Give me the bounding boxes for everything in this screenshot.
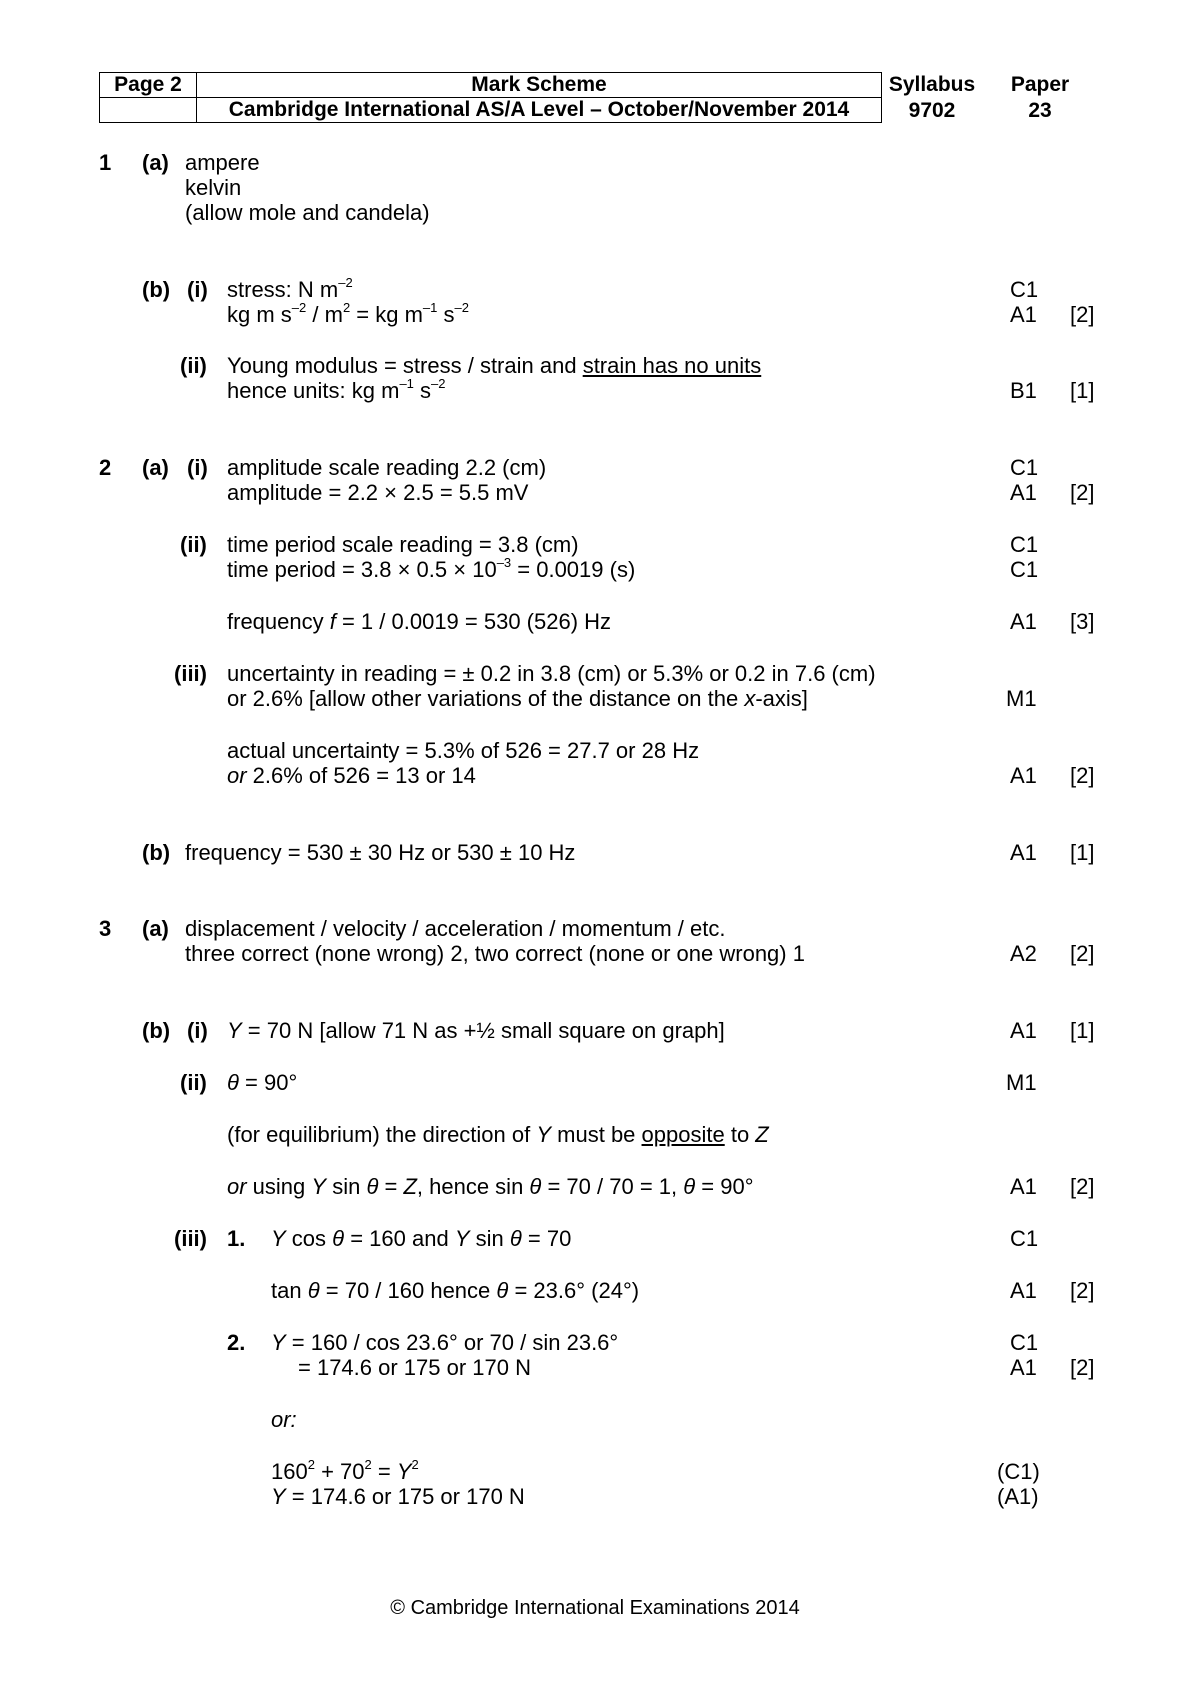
q1bi-mark1: C1 (1010, 277, 1039, 302)
q3biii2-l3a: 160 (271, 1459, 308, 1484)
q3a-total: [2] (1070, 941, 1095, 966)
q3bii-line3-theta3: θ (683, 1174, 696, 1199)
q1bii-line1-underlined: strain has no units (582, 353, 762, 378)
q3bi-text: = 70 N [allow 71 N as +½ small square on graph] (241, 1018, 725, 1043)
q3bii-label: (ii) (180, 1070, 207, 1095)
q2b-mark: A1 (1010, 840, 1037, 865)
q1b-label: (b) (142, 277, 171, 302)
q3biii-label: (iii) (174, 1226, 207, 1251)
q3a-line1: displacement / velocity / acceleration / momentum / etc. (185, 916, 726, 941)
q2aiii-total: [2] (1070, 763, 1095, 788)
q1bi-label: (i) (187, 277, 208, 302)
q2aii-line1: time period scale reading = 3.8 (cm) (227, 532, 579, 557)
q3bii-line3-d: , hence sin (416, 1174, 530, 1199)
q2aiii-line4-or: or (227, 763, 247, 788)
q3-number: 3 (99, 916, 112, 941)
q3a-label: (a) (142, 916, 169, 941)
q3bii-line2-underlined: opposite (641, 1122, 725, 1147)
q3bii-line1 (227, 1072, 297, 1094)
header-table (99, 72, 882, 123)
q3biii1-y2: Y (454, 1226, 470, 1251)
q3biii1-total: [2] (1070, 1278, 1095, 1303)
q1bii-line1 (227, 355, 761, 377)
q3biii2-l4-y: Y (271, 1484, 286, 1509)
q3biii2-total: [2] (1070, 1355, 1095, 1380)
q3biii2-l4: = 174.6 or 175 or 170 N (285, 1484, 525, 1509)
q3bii-line2-a: (for equilibrium) the direction of (227, 1122, 537, 1147)
q3biii-part2-label: 2. (227, 1330, 246, 1355)
q2aii-line3 (227, 611, 611, 633)
q3biii2-l3b: + 70 (314, 1459, 365, 1484)
q2aii-mark2: C1 (1010, 557, 1039, 582)
q3biii2-y: Y (271, 1330, 286, 1355)
q2ai-line2: amplitude = 2.2 × 2.5 = 5.5 mV (227, 480, 529, 505)
q2aiii-line4 (227, 765, 476, 787)
q3biii2-l3-y: Y (396, 1459, 412, 1484)
q3biii1-mark2: A1 (1010, 1278, 1037, 1303)
syllabus-column (880, 72, 984, 124)
q3bii-line3-b: sin (326, 1174, 367, 1199)
q2aii-label: (ii) (180, 532, 207, 557)
q3biii2-or: or: (271, 1407, 297, 1432)
q3bi-symbol-y: Y (227, 1018, 242, 1043)
q3bi-label: (i) (187, 1018, 208, 1043)
q2aii-mark3: A1 (1010, 609, 1037, 634)
q3a-mark: A2 (1010, 941, 1037, 966)
q2aiii-label: (iii) (174, 661, 207, 686)
q3biii-part1-label: 1. (227, 1226, 246, 1251)
q3bii-line3-or: or (227, 1174, 247, 1199)
q3bii-line2-y: Y (536, 1122, 552, 1147)
q1a-line3: (allow mole and candela) (185, 200, 430, 225)
q2aiii-line2-a: or 2.6% [allow other variations of the distance on the (227, 686, 745, 711)
q2aiii-line1: uncertainty in reading = ± 0.2 in 3.8 (cm) or 5.3% or 0.2 in 7.6 (cm) (227, 661, 876, 686)
q2aiii-mark1: M1 (1006, 686, 1037, 711)
syllabus-value: 9702 (908, 99, 956, 122)
q3biii1-l2a: tan (271, 1278, 308, 1303)
q3biii1-c: sin (469, 1226, 510, 1251)
q3biii1-theta1: θ (332, 1226, 345, 1251)
q3bii-line3-a: using (246, 1174, 312, 1199)
q3biii2-line3: $160^2 + 70^2 = Y^2$ (271, 1457, 419, 1484)
q3biii1-line2 (271, 1280, 639, 1302)
q3biii1-l2c: = 23.6° (24°) (508, 1278, 640, 1303)
q2b-label: (b) (142, 840, 171, 865)
q3b-label: (b) (142, 1018, 171, 1043)
q3bii-mark1: M1 (1006, 1070, 1037, 1095)
q3biii1-mark1: C1 (1010, 1226, 1039, 1251)
q1bii-label: (ii) (180, 353, 207, 378)
q2aiii-line3: actual uncertainty = 5.3% of 526 = 27.7 or 28 Hz (227, 738, 700, 763)
q3bii-mark2: A1 (1010, 1174, 1037, 1199)
q2aii-line3-f: f (329, 609, 336, 634)
q3biii2-mark4: (A1) (997, 1484, 1039, 1509)
q3bii-total: [2] (1070, 1174, 1095, 1199)
q3biii1-l2b: = 70 / 160 hence (319, 1278, 497, 1303)
q3bii-line3-z: Z (403, 1174, 417, 1199)
q3biii1-l2-theta2: θ (496, 1278, 509, 1303)
document-subtitle: Cambridge International AS/A Level – October/November 2014 (197, 98, 882, 123)
q2aii-total: [3] (1070, 609, 1095, 634)
q2aiii-line2-x: x (744, 686, 756, 711)
q3biii2-line2: = 174.6 or 175 or 170 N (298, 1355, 531, 1380)
document-title: Mark Scheme (197, 73, 882, 98)
q2aiii-line2-b: -axis] (755, 686, 808, 711)
syllabus-label: Syllabus (888, 73, 976, 96)
q2b-line1: frequency = 530 ± 30 Hz or 530 ± 10 Hz (185, 840, 576, 865)
q1bi-line1: stress: N $m^{-2}$ (227, 275, 353, 302)
q3biii2-l3c: = (371, 1459, 397, 1484)
q1bii-line1-text: Young modulus = stress / strain and (227, 353, 583, 378)
q2aiii-line4-text: 2.6% of 526 = 13 or 14 (246, 763, 476, 788)
q3biii1-b: = 160 and (344, 1226, 455, 1251)
q3bii-line3-theta2: θ (529, 1174, 542, 1199)
q3bii-line2-b: must be (551, 1122, 642, 1147)
q1bii-total: [1] (1070, 378, 1095, 403)
q2ai-total: [2] (1070, 480, 1095, 505)
q2b-total: [1] (1070, 840, 1095, 865)
page-number: Page 2 (100, 73, 197, 98)
q2ai-mark2: A1 (1010, 480, 1037, 505)
paper-value: 23 (1028, 99, 1052, 122)
q1-number: 1 (99, 150, 112, 175)
q2aii-line3-b: = 1 / 0.0019 = 530 (526) Hz (335, 609, 612, 634)
q3biii1-y1: Y (271, 1226, 286, 1251)
q3biii1-a: cos (285, 1226, 333, 1251)
q3bi-mark: A1 (1010, 1018, 1037, 1043)
q3biii1-d: = 70 (521, 1226, 572, 1251)
q2ai-line1: amplitude scale reading 2.2 (cm) (227, 455, 547, 480)
q1a-line2: kelvin (185, 175, 242, 200)
q3biii2-mark1: C1 (1010, 1330, 1039, 1355)
q2ai-mark1: C1 (1010, 455, 1039, 480)
paper-column (998, 72, 1082, 124)
page-number-blank (100, 98, 197, 123)
q2aiii-line2 (227, 688, 808, 710)
q3bii-line2-c: to (724, 1122, 756, 1147)
q3biii1-theta2: θ (509, 1226, 522, 1251)
footer-copyright: © Cambridge International Examinations 2014 (390, 1597, 800, 1619)
q3bii-line2 (227, 1124, 769, 1146)
q1bi-total: [2] (1070, 302, 1095, 327)
q3bii-line3-e: = 70 / 70 = 1, (541, 1174, 684, 1199)
q1bii-line2: hence units: kg $m^{-1}$ $s^{-2}$ (227, 376, 446, 403)
q2aii-line3-a: frequency (227, 609, 330, 634)
q3biii1-line1 (271, 1228, 571, 1250)
q1a-line1: ampere (185, 150, 260, 175)
q2aii-mark1: C1 (1010, 532, 1039, 557)
q3bii-line3-f: = 90° (695, 1174, 754, 1199)
q3biii2-mark2: A1 (1010, 1355, 1037, 1380)
q3bii-line3-c: = (378, 1174, 404, 1199)
q3bii-symbol-theta: θ (227, 1070, 239, 1095)
q1bii-mark: B1 (1010, 378, 1037, 403)
q1bi-line2: kg m $s^{-2} / m^2$ = kg $m^{-1}$ $s^{-2}$ (227, 300, 469, 327)
q3biii2-l1: = 160 / cos 23.6° or 70 / sin 23.6° (285, 1330, 619, 1355)
q3bii-line3-y: Y (311, 1174, 327, 1199)
q1a-label: (a) (142, 150, 169, 175)
q3biii2-mark3: (C1) (997, 1459, 1040, 1484)
q3bii-line3 (227, 1176, 754, 1198)
q2aii-line2: time period = $3.8 \times 0.5 \times 10^{-3} = 0.0019$ (s) (227, 555, 636, 582)
q3bii-line2-z: Z (755, 1122, 769, 1147)
q3a-line2: three correct (none wrong) 2, two correct (none or one wrong) 1 (185, 941, 805, 966)
q1bi-mark2: A1 (1010, 302, 1037, 327)
q2ai-label: (i) (187, 455, 208, 480)
paper-label: Paper (1010, 73, 1070, 96)
q3biii2-line4 (271, 1486, 525, 1508)
q2a-label: (a) (142, 455, 169, 480)
q2aiii-mark2: A1 (1010, 763, 1037, 788)
q3biii1-l2-theta1: θ (307, 1278, 320, 1303)
q3bii-line1-text: = 90° (238, 1070, 298, 1095)
q3bi-line1 (227, 1020, 725, 1042)
q3bi-total: [1] (1070, 1018, 1095, 1043)
q3biii2-line1 (271, 1332, 618, 1354)
q3bii-line3-theta1: θ (366, 1174, 379, 1199)
q2-number: 2 (99, 455, 112, 480)
